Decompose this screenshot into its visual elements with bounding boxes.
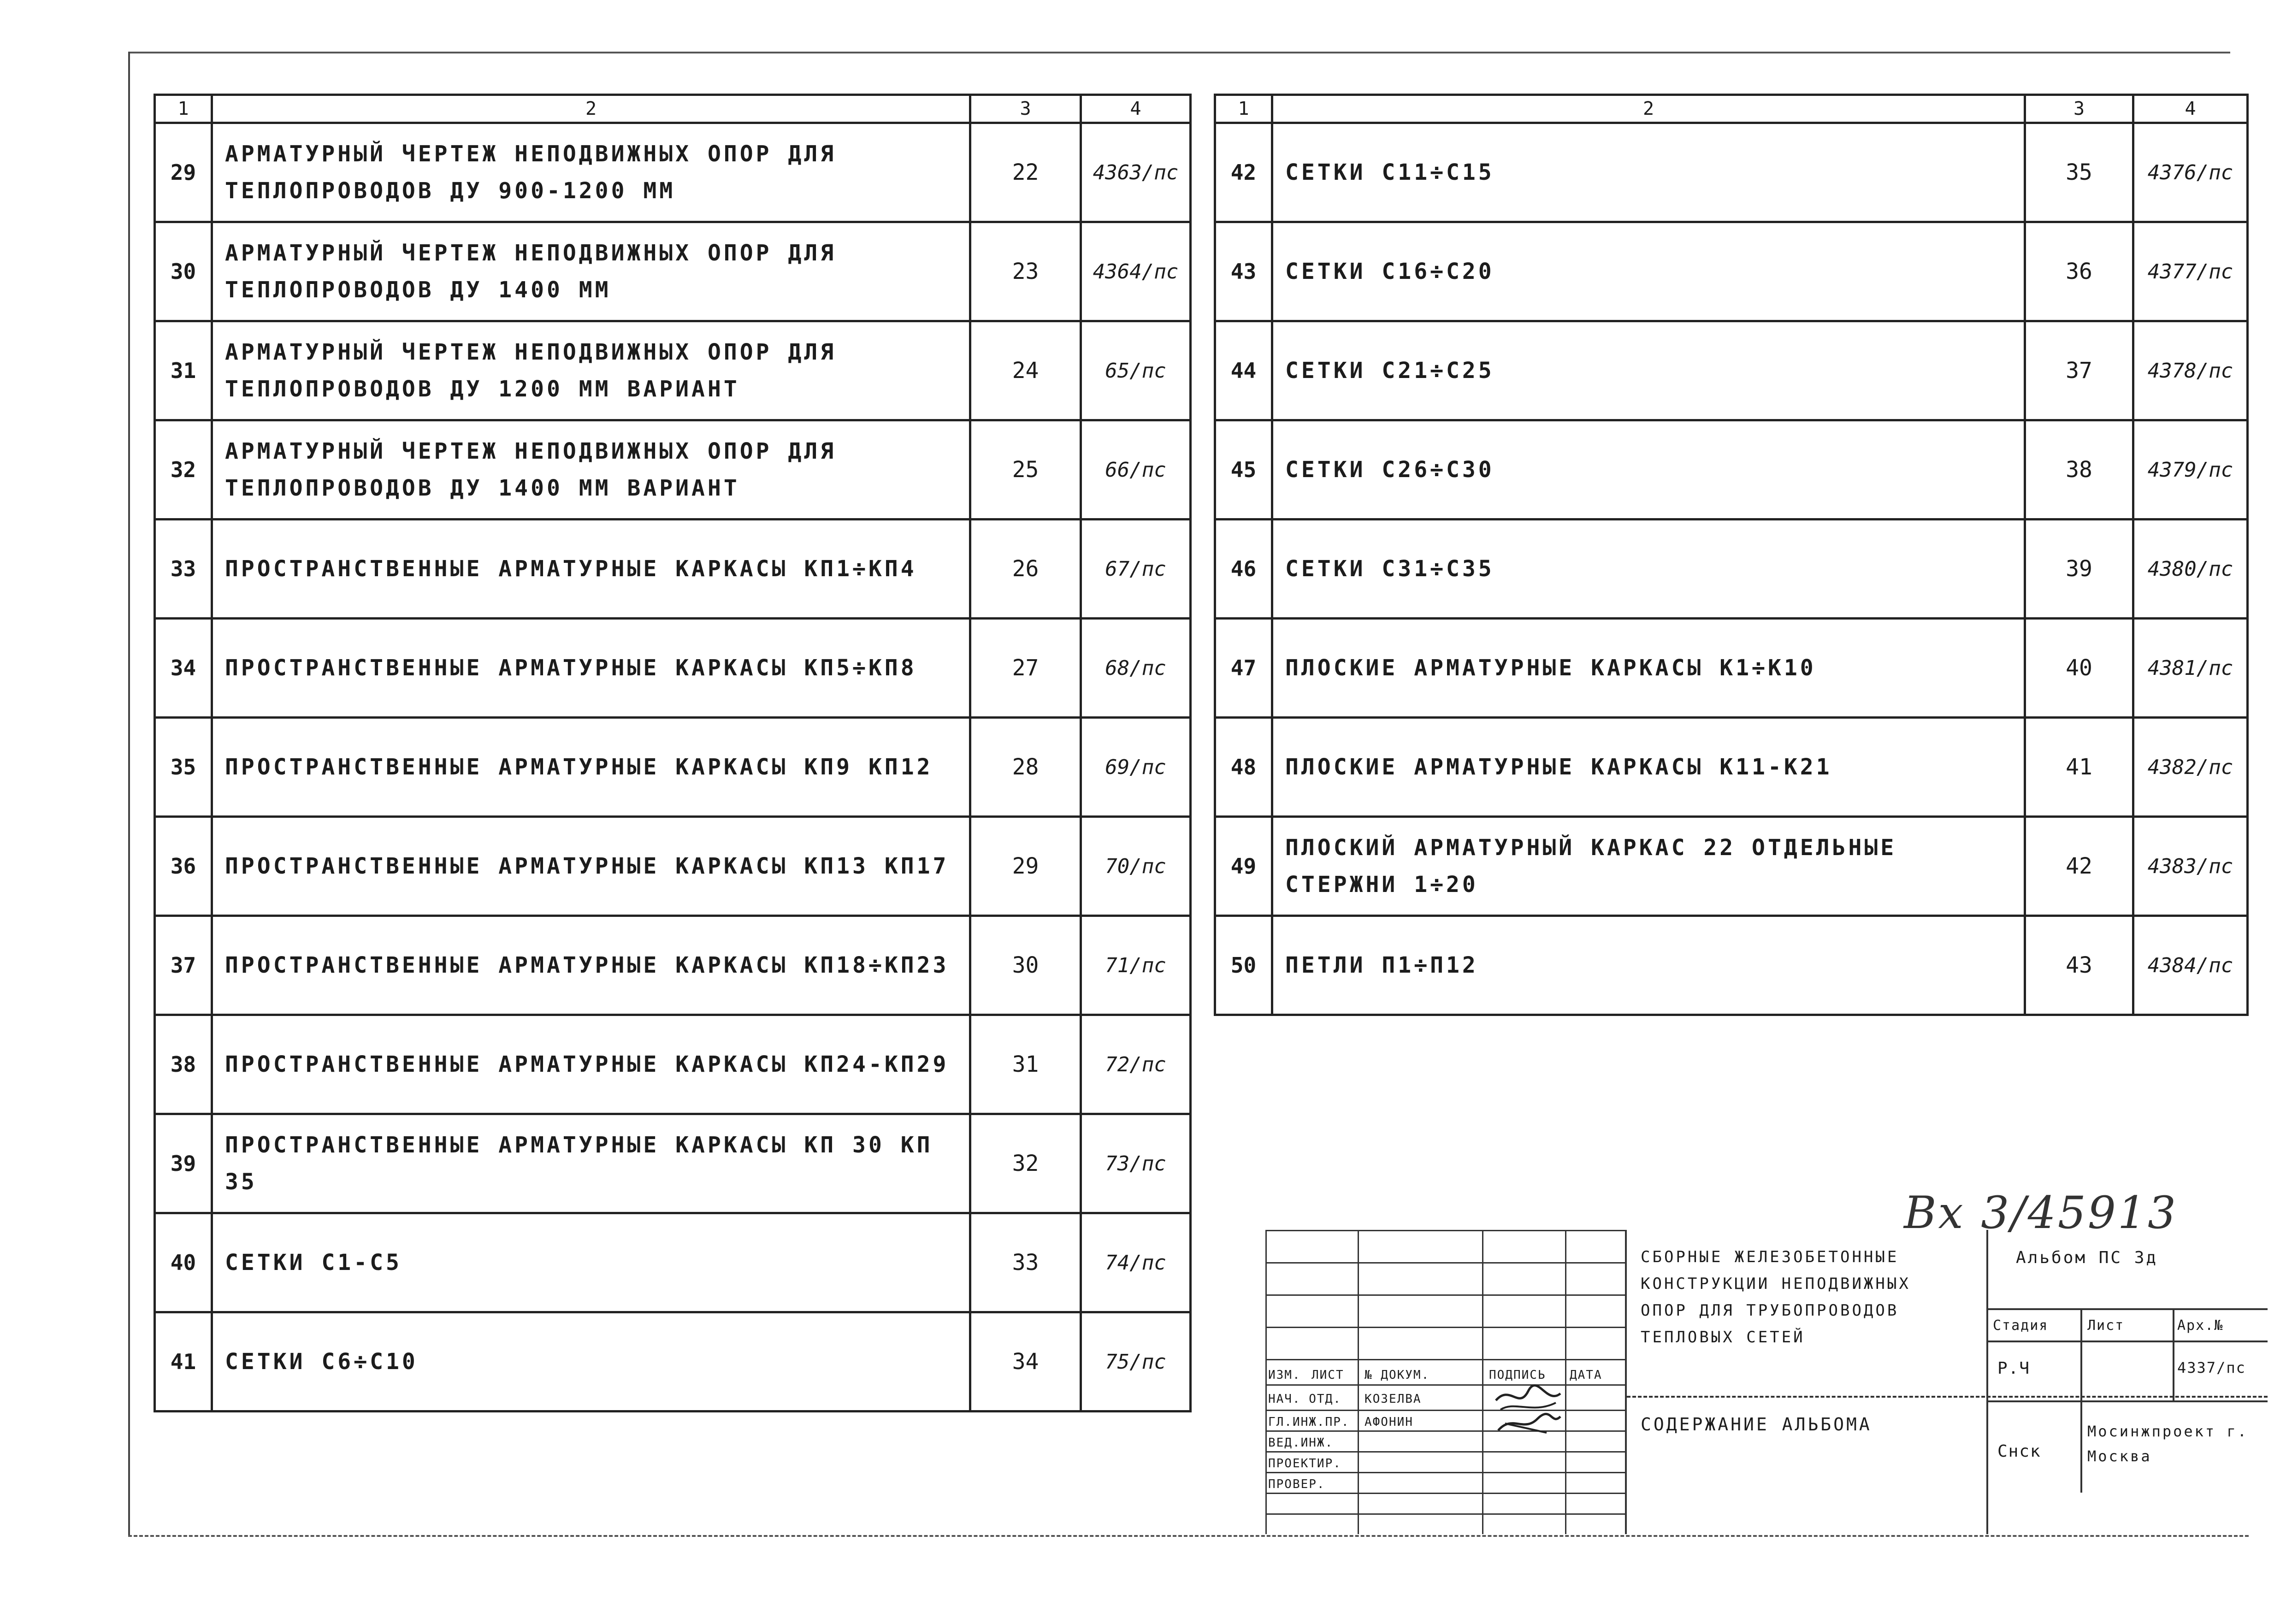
row-sheet: 22 — [970, 123, 1081, 222]
row-sheet: 33 — [970, 1213, 1081, 1312]
row-title: ПЕТЛИ П1÷П12 — [1272, 916, 2025, 1015]
role-name: КОЗЕЛВА — [1365, 1392, 1422, 1406]
row-title: СЕТКИ С1-С5 — [212, 1213, 970, 1312]
contents-table-right — [1214, 94, 2249, 1016]
table-row — [155, 123, 1191, 222]
title-block-main — [1625, 1230, 2268, 1534]
row-code: 4378/пс — [2133, 321, 2248, 420]
row-sheet: 38 — [2025, 420, 2133, 520]
row-number: 37 — [155, 916, 212, 1015]
col-label-doc-no: № ДОКУМ. — [1365, 1368, 1430, 1382]
row-title: СЕТКИ С26÷С30 — [1272, 420, 2025, 520]
table-row — [1215, 321, 2248, 420]
row-number: 46 — [1215, 520, 1272, 619]
table-row — [1215, 718, 2248, 817]
table-row — [1215, 817, 2248, 916]
stage-label: Стадия — [1993, 1317, 2049, 1334]
row-number: 32 — [155, 420, 212, 520]
row-title: ПРОСТРАНСТВЕННЫЕ АРМАТУРНЫЕ КАРКАСЫ КП 30 КП 35 — [212, 1114, 970, 1213]
table-row — [155, 420, 1191, 520]
title-block-right — [1988, 1230, 2268, 1534]
row-sheet: 40 — [2025, 619, 2133, 718]
row-sheet: 23 — [970, 222, 1081, 321]
row-sheet: 34 — [970, 1312, 1081, 1411]
table-header-row — [1215, 95, 2248, 123]
signature-image — [1491, 1382, 1565, 1437]
row-sheet: 29 — [970, 817, 1081, 916]
row-title: СЕТКИ С16÷С20 — [1272, 222, 2025, 321]
row-number: 43 — [1215, 222, 1272, 321]
table-row — [155, 1213, 1191, 1312]
row-code: 4364/пс — [1081, 222, 1191, 321]
column-header: 3 — [2025, 95, 2133, 123]
stage-value: Р.Ч — [1997, 1359, 2031, 1378]
row-title: СЕТКИ С6÷С10 — [212, 1312, 970, 1411]
role-label: ПРОВЕР. — [1268, 1477, 1325, 1491]
row-sheet: 36 — [2025, 222, 2133, 321]
table-row — [1215, 916, 2248, 1015]
row-number: 45 — [1215, 420, 1272, 520]
row-title: ПРОСТРАНСТВЕННЫЕ АРМАТУРНЫЕ КАРКАСЫ КП18÷КП23 — [212, 916, 970, 1015]
sheet-subtitle: СОДЕРЖАНИЕ АЛЬБОМА — [1641, 1414, 1872, 1435]
table-row — [1215, 619, 2248, 718]
row-number: 40 — [155, 1213, 212, 1312]
row-code: 67/пс — [1081, 520, 1191, 619]
row-code: 4379/пс — [2133, 420, 2248, 520]
title-block — [1265, 1230, 2266, 1534]
row-sheet: 39 — [2025, 520, 2133, 619]
row-code: 4383/пс — [2133, 817, 2248, 916]
role-label: ГЛ.ИНЖ.ПР. — [1268, 1415, 1350, 1429]
project-description: СБОРНЫЕ ЖЕЛЕЗОБЕТОННЫЕ КОНСТРУКЦИИ НЕПОДВИЖНЫХ ОПОР ДЛЯ ТРУБОПРОВОДОВ ТЕПЛОВЫХ СЕТЕЙ — [1641, 1248, 1911, 1346]
row-number: 31 — [155, 321, 212, 420]
role-label: НАЧ. ОТД. — [1268, 1392, 1341, 1406]
row-title: ПРОСТРАНСТВЕННЫЕ АРМАТУРНЫЕ КАРКАСЫ КП13 КП17 — [212, 817, 970, 916]
row-code: 4377/пс — [2133, 222, 2248, 321]
row-sheet: 30 — [970, 916, 1081, 1015]
organization: Мосинжпроект г. Москва — [2087, 1423, 2248, 1465]
frame-bottom-border — [128, 1535, 2249, 1537]
table-row — [155, 222, 1191, 321]
frame-left-border — [128, 52, 130, 1536]
row-title: АРМАТУРНЫЙ ЧЕРТЕЖ НЕПОДВИЖНЫХ ОПОР ДЛЯ ТЕПЛОПРОВОДОВ ДУ 900-1200 ММ — [212, 123, 970, 222]
row-number: 35 — [155, 718, 212, 817]
row-sheet: 37 — [2025, 321, 2133, 420]
table-row — [155, 321, 1191, 420]
table-row — [155, 619, 1191, 718]
revision-grid — [1265, 1230, 1625, 1534]
frame-top-border — [128, 52, 2230, 53]
row-sheet: 31 — [970, 1015, 1081, 1114]
table-row — [155, 916, 1191, 1015]
table-row — [155, 718, 1191, 817]
row-number: 42 — [1215, 123, 1272, 222]
row-sheet: 26 — [970, 520, 1081, 619]
col-label-date: ДАТА — [1570, 1368, 1602, 1382]
row-title: СЕТКИ С21÷С25 — [1272, 321, 2025, 420]
row-code: 4363/пс — [1081, 123, 1191, 222]
row-number: 29 — [155, 123, 212, 222]
row-title: АРМАТУРНЫЙ ЧЕРТЕЖ НЕПОДВИЖНЫХ ОПОР ДЛЯ ТЕПЛОПРОВОДОВ ДУ 1200 ММ ВАРИАНТ — [212, 321, 970, 420]
table-row — [155, 520, 1191, 619]
row-code: 4384/пс — [2133, 916, 2248, 1015]
row-code: 66/пс — [1081, 420, 1191, 520]
role-name: АФОНИН — [1365, 1415, 1413, 1429]
row-code: 74/пс — [1081, 1213, 1191, 1312]
row-title: ПЛОСКИЕ АРМАТУРНЫЕ КАРКАСЫ К1÷К10 — [1272, 619, 2025, 718]
row-title: ПРОСТРАНСТВЕННЫЕ АРМАТУРНЫЕ КАРКАСЫ КП1÷КП4 — [212, 520, 970, 619]
row-title: ПРОСТРАНСТВЕННЫЕ АРМАТУРНЫЕ КАРКАСЫ КП5÷КП8 — [212, 619, 970, 718]
row-code: 73/пс — [1081, 1114, 1191, 1213]
row-sheet: 42 — [2025, 817, 2133, 916]
column-header: 1 — [155, 95, 212, 123]
row-sheet: 25 — [970, 420, 1081, 520]
row-title: ПЛОСКИЙ АРМАТУРНЫЙ КАРКАС 22 ОТДЕЛЬНЫЕ СТЕРЖНИ 1÷20 — [1272, 817, 2025, 916]
row-code: 4382/пс — [2133, 718, 2248, 817]
row-number: 34 — [155, 619, 212, 718]
table-row — [1215, 123, 2248, 222]
row-number: 44 — [1215, 321, 1272, 420]
album-label: Альбом ПС 3д — [2016, 1248, 2158, 1267]
row-code: 70/пс — [1081, 817, 1191, 916]
row-sheet: 24 — [970, 321, 1081, 420]
check-label: Снск — [1997, 1442, 2041, 1461]
role-label: ПРОЕКТИР. — [1268, 1457, 1341, 1470]
table-row — [155, 1015, 1191, 1114]
col-label-sheet: ЛИСТ — [1311, 1368, 1344, 1382]
table-row — [1215, 520, 2248, 619]
row-title: СЕТКИ С31÷С35 — [1272, 520, 2025, 619]
row-code: 4381/пс — [2133, 619, 2248, 718]
row-sheet: 32 — [970, 1114, 1081, 1213]
row-title: ПРОСТРАНСТВЕННЫЕ АРМАТУРНЫЕ КАРКАСЫ КП24-КП29 — [212, 1015, 970, 1114]
row-number: 47 — [1215, 619, 1272, 718]
row-title: СЕТКИ С11÷С15 — [1272, 123, 2025, 222]
row-title: АРМАТУРНЫЙ ЧЕРТЕЖ НЕПОДВИЖНЫХ ОПОР ДЛЯ ТЕПЛОПРОВОДОВ ДУ 1400 ММ — [212, 222, 970, 321]
row-code: 71/пс — [1081, 916, 1191, 1015]
row-number: 33 — [155, 520, 212, 619]
column-header: 4 — [2133, 95, 2248, 123]
role-label: ВЕД.ИНЖ. — [1268, 1436, 1334, 1450]
row-number: 48 — [1215, 718, 1272, 817]
contents-table-left — [154, 94, 1192, 1412]
column-header: 3 — [970, 95, 1081, 123]
table-row — [155, 817, 1191, 916]
row-title: ПРОСТРАНСТВЕННЫЕ АРМАТУРНЫЕ КАРКАСЫ КП9 КП12 — [212, 718, 970, 817]
row-number: 39 — [155, 1114, 212, 1213]
table-row — [155, 1312, 1191, 1411]
row-sheet: 28 — [970, 718, 1081, 817]
row-sheet: 35 — [2025, 123, 2133, 222]
row-title: АРМАТУРНЫЙ ЧЕРТЕЖ НЕПОДВИЖНЫХ ОПОР ДЛЯ ТЕПЛОПРОВОДОВ ДУ 1400 ММ ВАРИАНТ — [212, 420, 970, 520]
table-row — [1215, 222, 2248, 321]
row-sheet: 27 — [970, 619, 1081, 718]
column-header: 2 — [1272, 95, 2025, 123]
row-number: 41 — [155, 1312, 212, 1411]
row-code: 65/пс — [1081, 321, 1191, 420]
row-number: 49 — [1215, 817, 1272, 916]
archive-label: Арх.№ — [2177, 1317, 2224, 1334]
row-number: 36 — [155, 817, 212, 916]
row-number: 38 — [155, 1015, 212, 1114]
row-code: 69/пс — [1081, 718, 1191, 817]
col-label-change: ИЗМ. — [1268, 1368, 1301, 1382]
row-sheet: 41 — [2025, 718, 2133, 817]
col-label-signature: ПОДПИСЬ — [1489, 1368, 1546, 1382]
row-code: 4376/пс — [2133, 123, 2248, 222]
row-number: 50 — [1215, 916, 1272, 1015]
row-title: ПЛОСКИЕ АРМАТУРНЫЕ КАРКАСЫ К11-К21 — [1272, 718, 2025, 817]
sheet-label: Лист — [2087, 1317, 2125, 1334]
row-sheet: 43 — [2025, 916, 2133, 1015]
column-header: 4 — [1081, 95, 1191, 123]
document-number-stamp: Вх 3/45913 — [1904, 1187, 2178, 1239]
row-code: 72/пс — [1081, 1015, 1191, 1114]
row-code: 75/пс — [1081, 1312, 1191, 1411]
row-code: 68/пс — [1081, 619, 1191, 718]
column-header: 1 — [1215, 95, 1272, 123]
table-row — [1215, 420, 2248, 520]
row-number: 30 — [155, 222, 212, 321]
column-header: 2 — [212, 95, 970, 123]
table-row — [155, 1114, 1191, 1213]
row-code: 4380/пс — [2133, 520, 2248, 619]
archive-value: 4337/пс — [2177, 1359, 2246, 1376]
table-header-row — [155, 95, 1191, 123]
